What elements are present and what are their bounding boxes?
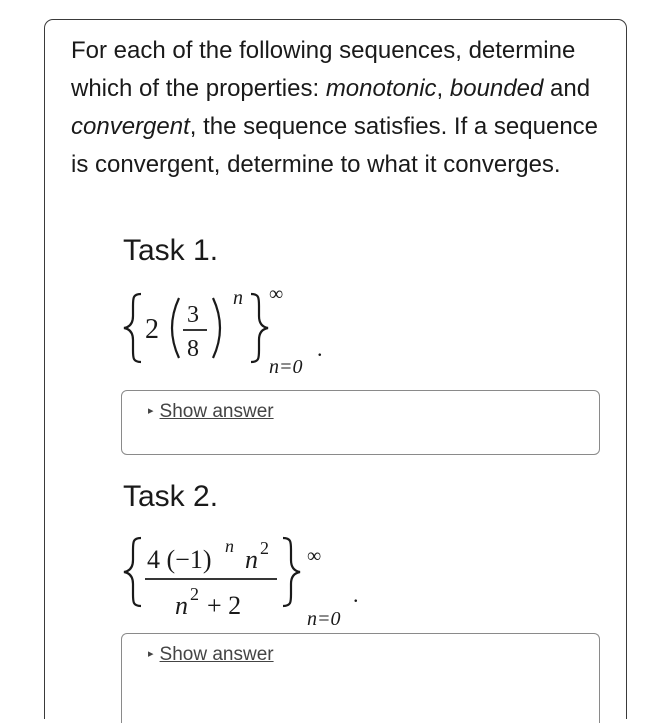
- task-1-title: Task 1.: [123, 234, 219, 267]
- left-brace: [124, 538, 141, 606]
- task-2-formula: [121, 522, 411, 631]
- task-2-period: .: [353, 582, 359, 607]
- task-2-denominator: n: [175, 591, 188, 620]
- task-2-show-answer-label: Show answer: [159, 644, 274, 665]
- task-1-formula: [121, 278, 391, 387]
- task-1-numerator: 3: [187, 302, 199, 328]
- task-1-answer-box: [121, 390, 600, 455]
- task-1-upper: ∞: [269, 283, 284, 305]
- task-2-answer-box: [121, 633, 600, 723]
- intro-bounded: bounded: [449, 75, 544, 102]
- task-1-formula-svg: [121, 278, 391, 382]
- right-paren: [213, 298, 220, 358]
- right-brace: [283, 538, 300, 606]
- disclosure-triangle-icon: ▸: [148, 648, 154, 660]
- left-paren: [172, 298, 179, 358]
- intro-text: [71, 32, 616, 184]
- task-1-denominator: 8: [187, 336, 199, 362]
- intro-convergent: convergent: [71, 113, 190, 140]
- task-2-num-exp: n: [225, 536, 234, 556]
- disclosure-triangle-icon: ▸: [148, 405, 154, 417]
- task-2-show-answer[interactable]: [148, 644, 274, 666]
- problem-card: [44, 19, 627, 719]
- task-1-exponent: n: [233, 287, 243, 309]
- intro-monotonic: monotonic: [325, 75, 437, 102]
- task-1-show-answer[interactable]: [148, 401, 274, 423]
- task-2-num-var-exp: 2: [260, 538, 269, 558]
- task-2-numerator: 4 (−1): [147, 545, 212, 574]
- task-1-period: .: [317, 336, 323, 361]
- task-1-lower: n=0: [269, 356, 303, 378]
- intro-sep2: and: [543, 75, 591, 102]
- right-brace: [251, 294, 268, 362]
- task-2-upper: ∞: [307, 545, 322, 567]
- task-1-coef: 2: [145, 314, 159, 345]
- left-brace: [124, 294, 141, 362]
- intro-sep1: ,: [436, 75, 450, 102]
- task-2-lower: n=0: [307, 608, 341, 626]
- task-2-den-rest: + 2: [207, 591, 242, 620]
- intro-part1: For each of the following sequences, determine which of the properties:: [71, 37, 576, 102]
- task-2-num-var: n: [245, 545, 258, 574]
- intro-part2: , the sequence satisfies. If a sequence is convergent, determine to what it converges.: [71, 113, 599, 178]
- task-2-title: Task 2.: [123, 480, 219, 513]
- task-1-show-answer-label: Show answer: [159, 401, 274, 422]
- task-2-den-exp: 2: [190, 584, 199, 604]
- task-2-formula-svg: [121, 522, 411, 626]
